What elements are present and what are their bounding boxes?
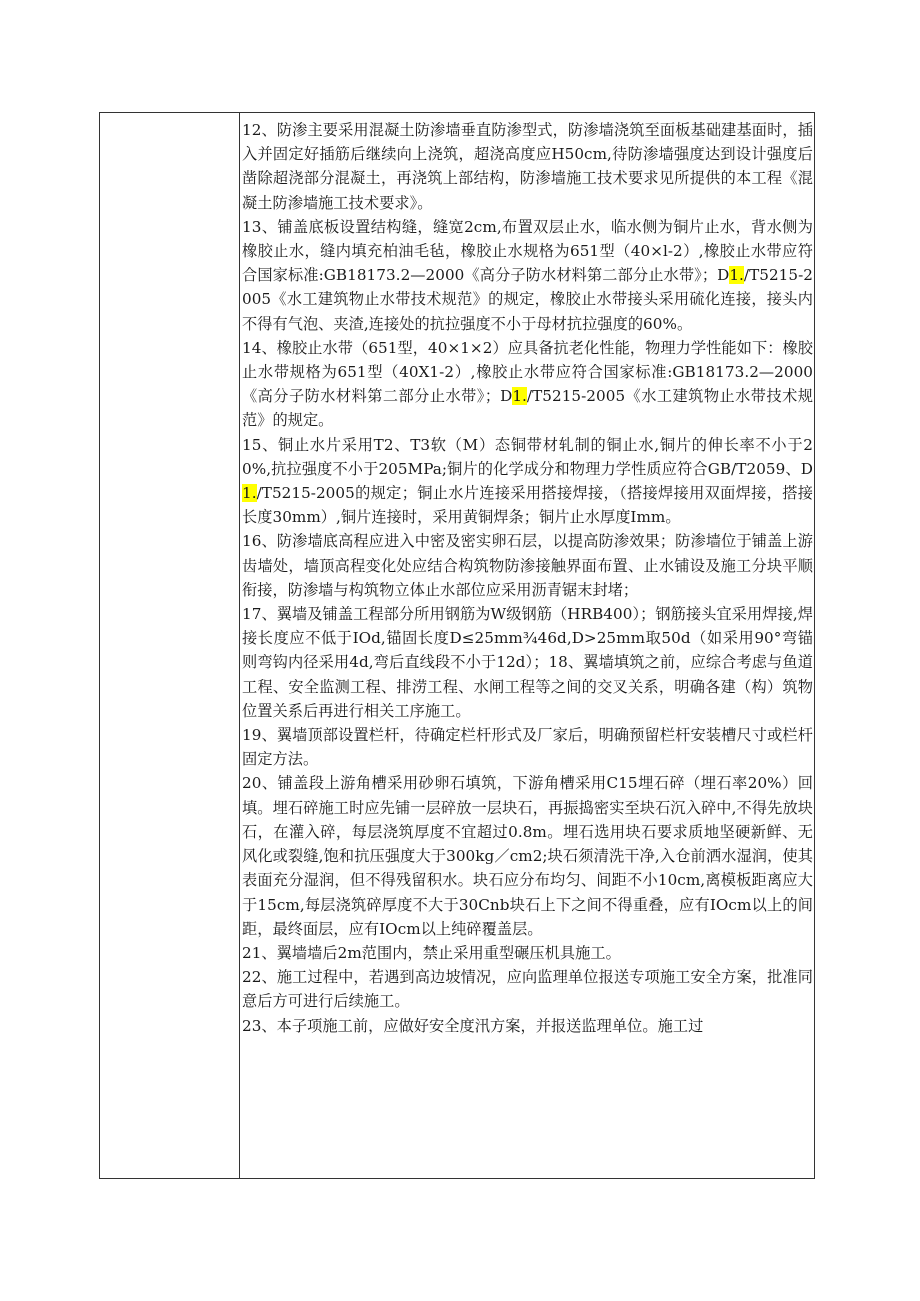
paragraph-17 bbox=[242, 602, 813, 723]
paragraph-22-text: 22、施工过程中，若遇到高边坡情况，应向监理单位报送专项施工安全方案，批准同意后方可进行后续施工。 bbox=[242, 968, 813, 1011]
highlighted-text: 1. bbox=[729, 266, 744, 285]
paragraph-14-text-b: /T5215-2005《水工建筑物止水带技术规范》的规定。 bbox=[242, 387, 813, 430]
left-label-cell bbox=[100, 113, 240, 1178]
document-table bbox=[99, 112, 815, 1179]
paragraph-19-text: 19、翼墙顶部设置栏杆，待确定栏杆形式及厂家后，明确预留栏杆安装槽尺寸或栏杆固定方法。 bbox=[242, 726, 813, 769]
paragraph-12-text: 12、防渗主要采用混凝土防渗墙垂直防渗型式，防渗墙浇筑至面板基础建基面时，插入并固定好插筋后继续向上浇筑，超浇高度应H50cm,待防渗墙强度达到设计强度后凿除超浇部分混凝土，再浇筑上部结构，防渗墙施工技术要求见所提供的本工程《混凝土防渗墙施工技术要求》。 bbox=[242, 121, 813, 212]
paragraph-14 bbox=[242, 336, 813, 433]
paragraph-21 bbox=[242, 941, 813, 965]
paragraph-14-text-a: 14、橡胶止水带（651型，40×1×2）应具备抗老化性能，物理力学性能如下：橡胶止水带规格为651型（40X1-2）,橡胶止水带应符合国家标准:GB18173.2—2000《高分子防水材料第二部分止水带》；D bbox=[242, 338, 813, 406]
paragraph-23-text: 23、本子项施工前，应做好安全度汛方案，并报送监理单位。施工过 bbox=[242, 1016, 704, 1035]
paragraph-15-text-a: 15、铜止水片采用T2、T3软（M）态铜带材轧制的铜止水,铜片的伸长率不小于20%,抗拉强度不小于205MPa;铜片的化学成分和物理力学性质应符合GB/T2059、D bbox=[242, 435, 813, 478]
paragraph-15-text-b: /T5215-2005的规定；铜止水片连接采用搭接焊接，（搭接焊接用双面焊接，搭接长度30mm）,铜片连接时，采用黄铜焊条；铜片止水厚度Imm。 bbox=[242, 484, 813, 527]
paragraph-13 bbox=[242, 215, 813, 336]
paragraph-23 bbox=[242, 1014, 813, 1038]
paragraph-12 bbox=[242, 118, 813, 215]
paragraph-13-text-b: /T5215-2005《水工建筑物止水带技术规范》的规定，橡胶止水带接头采用硫化连接，接头内不得有气泡、夹渣,连接处的抗拉强度不小于母材抗拉强度的60%。 bbox=[242, 266, 813, 333]
paragraph-15 bbox=[242, 433, 813, 530]
highlighted-text: 1. bbox=[512, 387, 527, 406]
paragraph-13-text-a: 13、铺盖底板设置结构缝，缝宽2cm,布置双层止水，临水侧为铜片止水，背水侧为橡胶止水，缝内填充柏油毛毡，橡胶止水规格为651型（40×l-2）,橡胶止水带应符合国家标准:GB18173.2—2000《高分子防水材料第二部分止水带》；D bbox=[242, 217, 813, 285]
paragraph-20 bbox=[242, 771, 813, 940]
paragraph-22 bbox=[242, 965, 813, 1013]
paragraph-16-text: 16、防渗墙底高程应进入中密及密实卵石层，以提高防渗效果；防渗墙位于铺盖上游齿墙处，墙顶高程变化处应结合构筑物防渗接触界面布置、止水铺设及施工分块平顺衔接，防渗墙与构筑物立体止水部位应采用沥青锯末封堵； bbox=[242, 532, 813, 599]
content-cell bbox=[240, 113, 814, 1178]
highlighted-text: 1. bbox=[242, 484, 257, 503]
paragraph-19 bbox=[242, 723, 813, 771]
paragraph-21-text: 21、翼墙墙后2m范围内，禁止采用重型碾压机具施工。 bbox=[242, 943, 621, 962]
paragraph-17-text: 17、翼墙及铺盖工程部分所用钢筋为W级钢筋（HRB400）；钢筋接头宜采用焊接,焊接长度应不低于IOd,锚固长度D≤25mm¾46d,D>25mm取50d（如采用90°弯锚则弯钩内径采用4d,弯后直线段不小于12d）；18、翼墙填筑之前，应综合考虑与鱼道工程、安全监测工程、排涝工程、水闸工程等之间的交叉关系，明确各建（构）筑物位置关系后再进行相关工序施工。 bbox=[242, 605, 813, 720]
paragraph-20-text: 20、铺盖段上游角槽采用砂卵石填筑，下游角槽采用C15埋石碎（埋石率20%）回填。埋石碎施工时应先铺一层碎放一层块石，再振捣密实至块石沉入碎中,不得先放块石，在灌入碎，每层浇筑厚度不宜超过0.8m。埋石选用块石要求质地坚硬新鲜、无风化或裂缝,饱和抗压强度大于300kg／cm2;块石须清洗干净,入仓前洒水湿润，使其表面充分湿润，但不得残留积水。块石应分布均匀、间距不小10cm,离模板距离应大于15cm,每层浇筑碎厚度不大于30Cnb块石上下之间不得重叠，应有IOcm以上的间距，最终面层，应有IOcm以上纯碎覆盖层。 bbox=[242, 774, 813, 938]
paragraph-16 bbox=[242, 529, 813, 602]
